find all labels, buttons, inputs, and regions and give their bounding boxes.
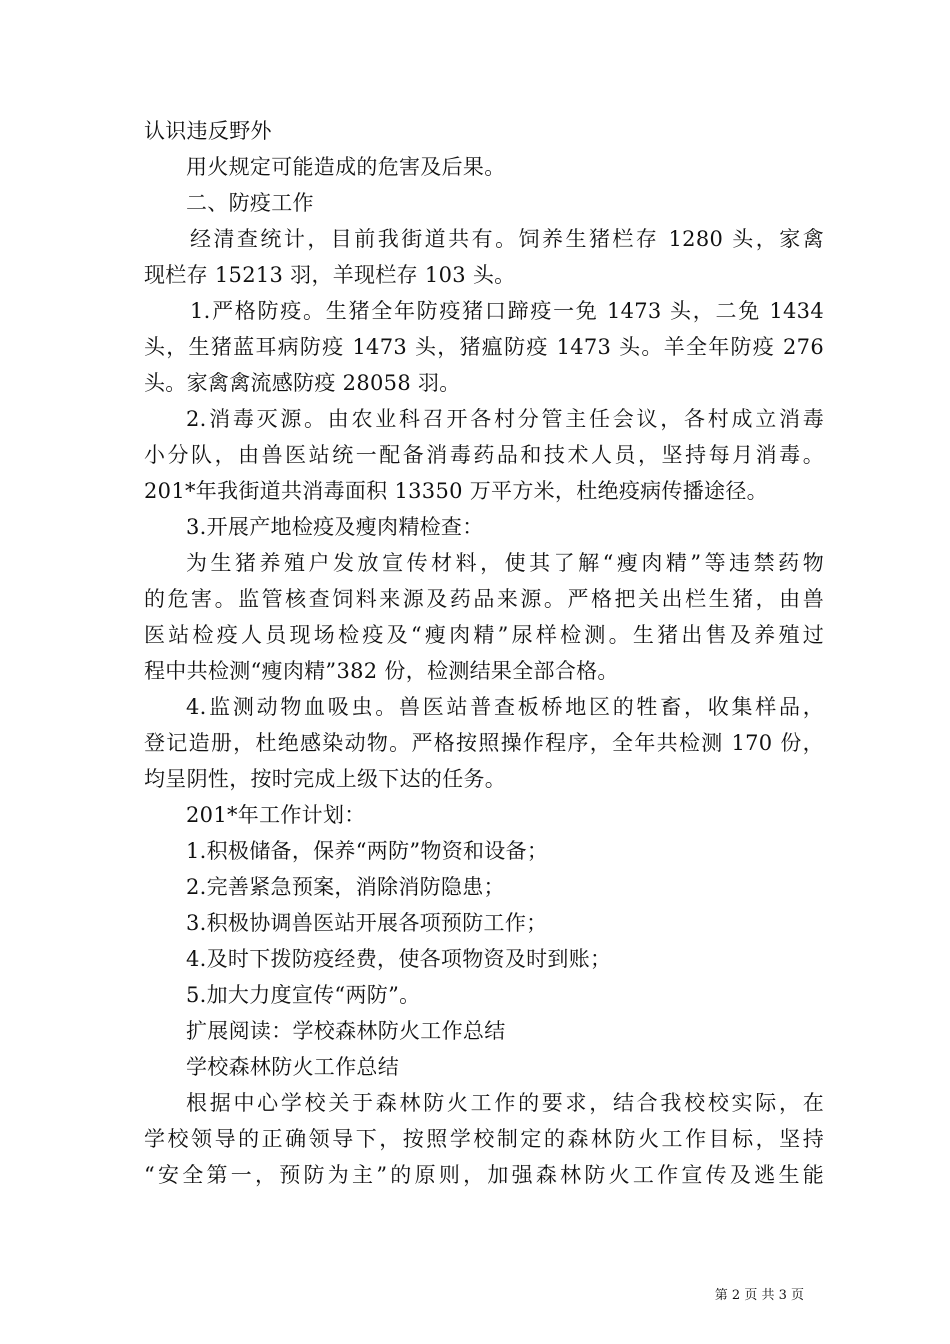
- text-line: 用火规定可能造成的危害及后果。: [186, 155, 506, 179]
- text-line: 头，生猪蓝耳病防疫 1473 头，猪瘟防疫 1473 头。羊全年防疫 276: [144, 335, 824, 359]
- page-number-footer: 第 2 页 共 3 页: [714, 1288, 804, 1303]
- document-body: [144, 113, 824, 1193]
- text-line: 认识违反野外: [144, 119, 272, 143]
- text-line: 5.加大力度宣传“两防”。: [186, 983, 421, 1007]
- text-line: 3.积极协调兽医站开展各项预防工作；: [186, 911, 548, 935]
- text-line: 的危害。监管核查饲料来源及药品来源。严格把关出栏生猪，由兽: [144, 587, 824, 611]
- text-line: 4.及时下拨防疫经费，使各项物资及时到账；: [186, 947, 612, 971]
- text-line: 现栏存 15213 羽，羊现栏存 103 头。: [144, 263, 516, 287]
- text-line: 4.监测动物血吸虫。兽医站普查板桥地区的牲畜，收集样品，: [186, 695, 824, 719]
- text-line: 2.消毒灭源。由农业科召开各村分管主任会议，各村成立消毒: [186, 407, 824, 431]
- text-line: 201*年工作计划：: [186, 803, 366, 827]
- text-line: 经清查统计，目前我街道共有。饲养生猪栏存 1280 头，家禽: [190, 227, 824, 251]
- text-line: 为生猪养殖户发放宣传材料，使其了解“瘦肉精”等违禁药物: [186, 551, 824, 575]
- text-line: 3.开展产地检疫及瘦肉精检查：: [186, 515, 484, 539]
- text-line: 学校森林防火工作总结: [186, 1055, 399, 1079]
- text-line: 根据中心学校关于森林防火工作的要求，结合我校校实际，在: [186, 1091, 824, 1115]
- text-line: “安全第一，预防为主”的原则，加强森林防火工作宣传及逃生能: [144, 1163, 824, 1187]
- text-line: 二、防疫工作: [186, 191, 314, 215]
- text-line: 医站检疫人员现场检疫及“瘦肉精”尿样检测。生猪出售及养殖过: [144, 623, 824, 647]
- text-line: 201*年我街道共消毒面积 13350 万平方米，杜绝疫病传播途径。: [144, 479, 768, 503]
- text-line: 1.积极储备，保养“两防”物资和设备；: [186, 839, 549, 863]
- text-line: 程中共检测“瘦肉精”382 份，检测结果全部合格。: [144, 659, 619, 683]
- text-line: 学校领导的正确领导下，按照学校制定的森林防火工作目标，坚持: [144, 1127, 824, 1151]
- text-line: 登记造册，杜绝感染动物。严格按照操作程序，全年共检测 170 份，: [144, 731, 824, 755]
- text-line: 头。家禽禽流感防疫 28058 羽。: [144, 371, 461, 395]
- text-line: 1.严格防疫。生猪全年防疫猪口蹄疫一免 1473 头，二免 1434: [190, 299, 824, 323]
- text-line: 扩展阅读：学校森林防火工作总结: [186, 1019, 506, 1043]
- text-line: 小分队，由兽医站统一配备消毒药品和技术人员，坚持每月消毒。: [144, 443, 824, 467]
- text-line: 均呈阴性，按时完成上级下达的任务。: [144, 767, 507, 791]
- text-line: 2.完善紧急预案，消除消防隐患；: [186, 875, 505, 899]
